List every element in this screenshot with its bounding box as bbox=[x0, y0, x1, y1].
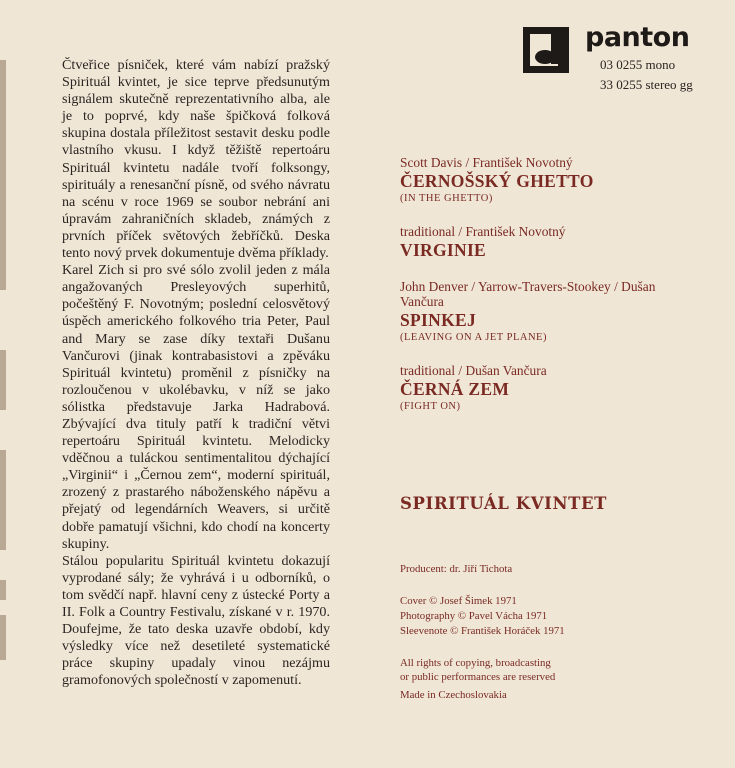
photography-credit: Photography © Pavel Vácha 1971 bbox=[400, 610, 548, 622]
track bbox=[400, 155, 700, 206]
track-title: SPINKEJ bbox=[400, 310, 477, 330]
track bbox=[400, 279, 700, 345]
liner-paragraph: Stálou popularitu Spirituál kvintetu dokazují vyprodané sály; že vyhrává i u odborníků, o tom svědčí např. hlavní ceny z ústecké Porty a II. Folk a Country Festivalu, získané v r. 1970. Doufejme, že tato deska uzavře období, kdy výsledky více než desetileté systematické práce skupiny upadaly vinou nezájmu gramofonových společností v zapomenutí. bbox=[62, 552, 330, 689]
track-original-title: (LEAVING ON A JET PLANE) bbox=[400, 332, 547, 343]
track-title: ČERNOŠSKÝ GHETTO bbox=[400, 171, 594, 191]
rights-line: or public performances are reserved bbox=[400, 671, 556, 683]
track-credit: Scott Davis / František Novotný bbox=[400, 155, 573, 170]
sleevenote-credit: Sleevenote © František Horáček 1971 bbox=[400, 625, 565, 637]
track bbox=[400, 363, 700, 414]
sleeve-edge bbox=[0, 615, 6, 660]
made-in: Made in Czechoslovakia bbox=[400, 689, 507, 701]
track-title: ČERNÁ ZEM bbox=[400, 379, 510, 399]
track-original-title: (IN THE GHETTO) bbox=[400, 193, 493, 204]
cover-credit: Cover © Josef Šimek 1971 bbox=[400, 595, 517, 607]
sleeve-edge bbox=[0, 450, 6, 550]
panton-note-logo-icon bbox=[523, 27, 569, 73]
sleeve-edge bbox=[0, 350, 6, 410]
artist-name: SPIRITUÁL KVINTET bbox=[400, 494, 608, 513]
catalog-mono: 03 0255 mono bbox=[600, 57, 676, 72]
liner-paragraph: Karel Zich si pro své sólo zvolil jeden z mála angažovaných Presleyových superhitů, počeštěný F. Novotným; poslední celosvětový úspěch amerického folkového tria Peter, Paul and Mary se zase díky textaři Dušanu Vančurovi (jinak kontrabasistovi a zpěváku Spirituál kvintetu) proměnil z písničky na rozloučenou v ukolébavku, v níž se jako sólistka představuje Jarka Hadrabová. Zbývající dva tituly patří k tradiční větvi repertoáru Spirituál kvintetu. Melodicky vděčnou a tuláckou sentimentalitou dýchající „Virginii“ i „Černou zem“, moderní spirituál, zrozený z prastarého náboženského nápěvu a přejatý od legendárních Weavers, si určitě dobře pamatují všichni, kdo chodí na koncerty skupiny. bbox=[62, 262, 330, 552]
track bbox=[400, 224, 700, 261]
producer-credit: Producent: dr. Jiří Tichota bbox=[400, 563, 513, 575]
label-brand: panton bbox=[585, 22, 690, 53]
track-credit: John Denver / Yarrow-Travers-Stookey / Dušan Vančura bbox=[400, 279, 656, 309]
catalog-stereo: 33 0255 stereo gg bbox=[600, 77, 693, 92]
track-list bbox=[400, 155, 700, 430]
liner-paragraph: Čtveřice písniček, které vám nabízí pražský Spirituál kvintet, je sice teprve předsunutým signálem skutečně reprezentativního alba, ale je to poprvé, kdy naše špičková folková skupina dostala příležitost sestavit desku podle vlastního vkusu. I když těžiště repertoáru Spirituál kvintetu nadále tvoří folksongy, spirituály a renesanční písně, od svého návratu na scénu v roce 1969 se soubor nebrání ani úpravám zahraničních skladeb, známých z prvních příček světových žebříčků. Deska tento nový prvek dokumentuje dvěma příklady. bbox=[62, 57, 330, 262]
liner-notes bbox=[62, 57, 330, 689]
track-credit: traditional / František Novotný bbox=[400, 224, 566, 239]
track-credit: traditional / Dušan Vančura bbox=[400, 363, 547, 378]
sleeve-edge bbox=[0, 60, 6, 290]
sleeve-edge bbox=[0, 580, 6, 600]
track-original-title: (FIGHT ON) bbox=[400, 401, 461, 412]
rights-line: All rights of copying, broadcasting bbox=[400, 657, 551, 669]
track-title: VIRGINIE bbox=[400, 240, 487, 260]
